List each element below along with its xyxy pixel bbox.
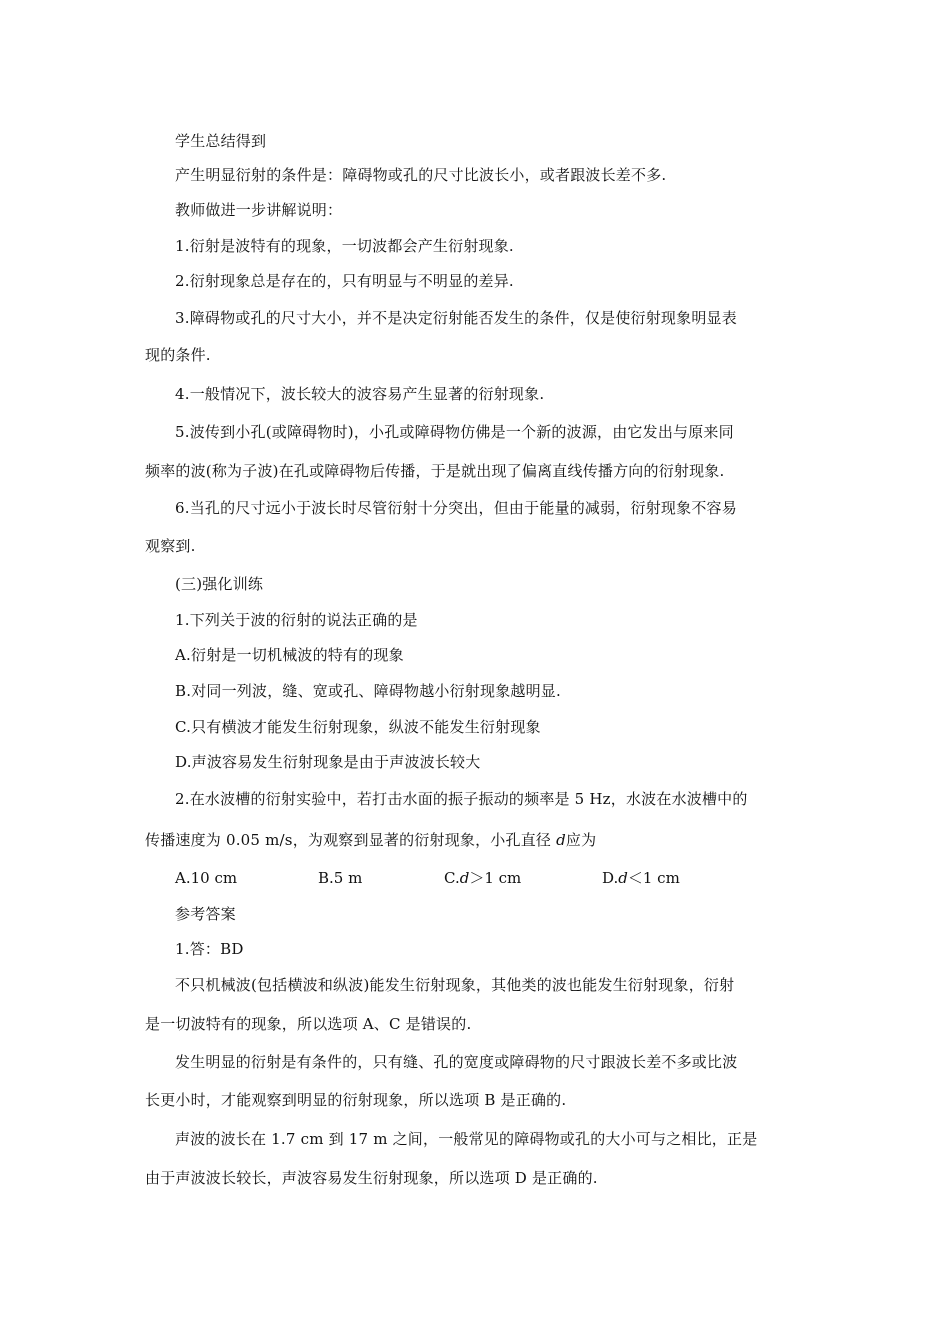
question-option: A.衍射是一切机械波的特有的现象 [175,646,404,664]
stem-text: 应为 [565,831,597,849]
explanation-item-continued: 现的条件. [145,346,211,364]
explanation-item: 1.衍射是波特有的现象，一切波都会产生衍射现象. [175,237,514,255]
intro-line: 产生明显衍射的条件是：障碍物或孔的尺寸比波长小，或者跟波长差不多. [175,166,667,184]
intro-line: 学生总结得到 [175,132,267,150]
answer-paragraph: 声波的波长在 1.7 cm 到 17 m 之间，一般常见的障碍物或孔的大小可与之相比，正是 [175,1130,758,1148]
option-label: D. [602,869,619,887]
option-value: ＞1 cm [469,869,522,887]
answer-paragraph: 发生明显的衍射是有条件的，只有缝、孔的宽度或障碍物的尺寸跟波长差不多或比波 [175,1053,738,1071]
explanation-item-continued: 频率的波(称为子波)在孔或障碍物后传播，于是就出现了偏离直线传播方向的衍射现象. [145,462,725,480]
intro-line: 教师做进一步讲解说明： [175,201,343,219]
option-a: A.10 cm [175,869,238,887]
section-heading: (三)强化训练 [175,575,264,593]
explanation-item: 5.波传到小孔(或障碍物时)，小孔或障碍物仿佛是一个新的波源，由它发出与原来同 [175,423,734,441]
explanation-item-continued: 观察到. [145,537,196,555]
explanation-item: 6.当孔的尺寸远小于波长时尽管衍射十分突出，但由于能量的减弱，衍射现象不容易 [175,499,737,517]
explanation-item: 3.障碍物或孔的尺寸大小，并不是决定衍射能否发生的条件，仅是使衍射现象明显表 [175,309,737,327]
question-option: C.只有横波才能发生衍射现象，纵波不能发生衍射现象 [175,718,541,736]
option-c [444,868,521,888]
variable-d: d [618,869,628,887]
question-stem-continued [145,830,596,850]
option-value: ＜1 cm [627,869,680,887]
answer-paragraph-continued: 由于声波波长较长，声波容易发生衍射现象，所以选项 D 是正确的. [145,1169,598,1187]
option-b: B.5 m [318,869,363,887]
question-option: D.声波容易发生衍射现象是由于声波波长较大 [175,753,481,771]
answer-paragraph-continued: 长更小时，才能观察到明显的衍射现象，所以选项 B 是正确的. [145,1091,567,1109]
option-d [602,868,680,888]
variable-d: d [459,869,470,887]
question-stem: 2.在水波槽的衍射实验中，若打击水面的振子振动的频率是 5 Hz，水波在水波槽中的 [175,790,748,808]
option-label: C. [444,869,460,887]
question-option: B.对同一列波，缝、宽或孔、障碍物越小衍射现象越明显. [175,682,561,700]
answers-heading: 参考答案 [175,905,236,923]
answer-paragraph: 不只机械波(包括横波和纵波)能发生衍射现象，其他类的波也能发生衍射现象，衍射 [175,976,735,994]
answer-paragraph-continued: 是一切波特有的现象，所以选项 A、C 是错误的. [145,1015,472,1033]
explanation-item: 4.一般情况下，波长较大的波容易产生显著的衍射现象. [175,385,545,403]
question-stem: 1.下列关于波的衍射的说法正确的是 [175,611,418,629]
answer-title: 1.答：BD [175,940,244,958]
stem-text: 传播速度为 0.05 m/s，为观察到显著的衍射现象，小孔直径 [145,831,557,849]
variable-d: d [556,831,566,849]
explanation-item: 2.衍射现象总是存在的，只有明显与不明显的差异. [175,272,514,290]
